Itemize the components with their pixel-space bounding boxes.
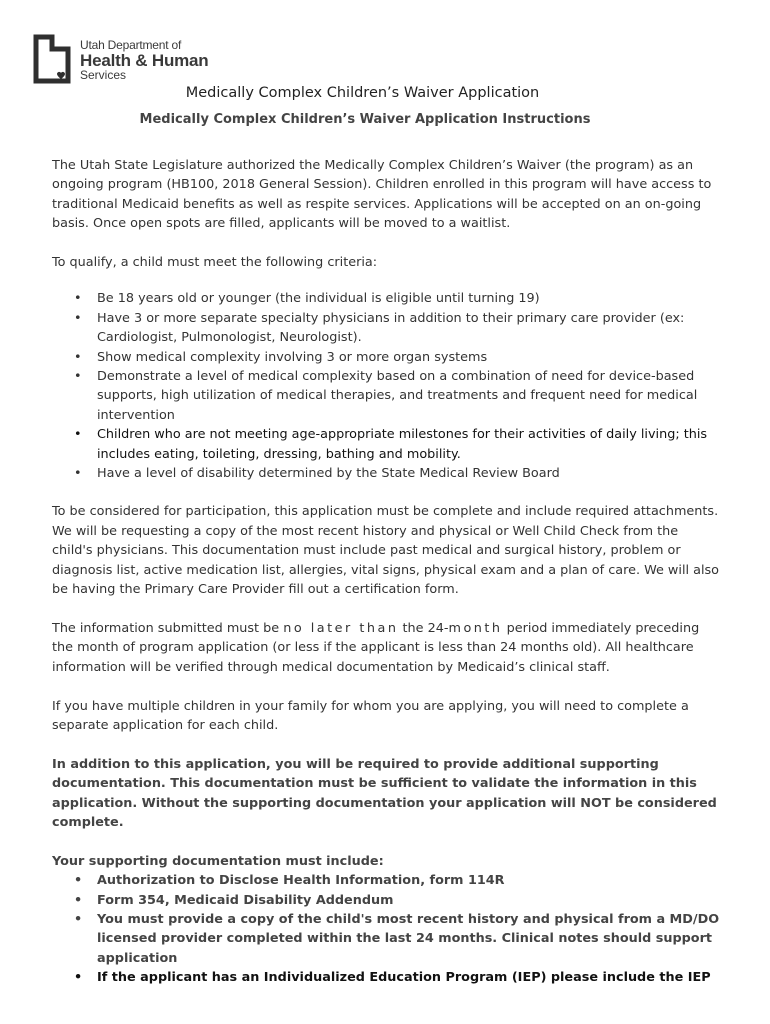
org-name-line1: Utah Department of xyxy=(80,38,182,52)
criteria-list xyxy=(52,289,720,483)
page-title: Medically Complex Children’s Waiver Application xyxy=(185,85,540,101)
list-item: • You must provide a copy of the child's most recent history and physical from a MD/DO licensed provider completed within the last 24 months. Clinical notes should support application xyxy=(74,911,720,966)
list-item: • Demonstrate a level of medical complexity based on a combination of need for device-based supports, high utilization of medical therapies, and treatments and frequent need for medical intervention xyxy=(74,369,698,423)
documentation-list xyxy=(52,871,720,987)
list-item: • Children who are not meeting age-appropriate milestones for their activities of daily living; this includes eating, toileting, dressing, bathing and mobility. xyxy=(74,427,708,462)
list-item: • Authorization to Disclose Health Information, form 114R xyxy=(74,873,505,889)
timing-paragraph: The information submitted must be no later than the 24-month period immediately preceding the month of program application (or less if the applicant is less than 24 months old). All healthcare information will be verified through medical documentation by Medicaid’s clinical staff. xyxy=(52,620,700,675)
list-item: • If the applicant has an Individualized Education Program (IEP) please include the IEP xyxy=(74,970,711,986)
list-item: • Show medical complexity involving 3 or more organ systems xyxy=(74,349,488,365)
supporting-notice: In addition to this application, you will be required to provide additional supporting documentation. This documentation must be sufficient to validate the information in this application. Without the supporting documentation your application will NOT be considered complete. xyxy=(52,756,717,830)
org-name-line2: Health & Human xyxy=(80,51,209,70)
list-item: • Be 18 years old or younger (the individual is eligible until turning 19) xyxy=(74,291,540,307)
list-item: • Form 354, Medicaid Disability Addendum xyxy=(74,892,394,908)
list-item: • Have a level of disability determined by the State Medical Review Board xyxy=(74,466,560,482)
participation-paragraph: To be considered for participation, this application must be complete and include required attachments. We will be requesting a copy of the most recent history and physical or Well Child Check from the child's physicians. This documentation must include past medical and surgical history, problem or diagnosis list, active medication list, allergies, vital signs, physical exam and a plan of care. We will also be having the Primary Care Provider fill out a certification form. xyxy=(52,504,720,598)
multiple-children-paragraph: If you have multiple children in your family for whom you are applying, you will need to complete a separate application for each child. xyxy=(52,698,689,733)
intro-paragraph: The Utah State Legislature authorized the Medically Complex Children’s Waiver (the program) as an ongoing program (HB100, 2018 General Session). Children enrolled in this program will have access to traditional Medicaid benefits as well as respite services. Applications will be accepted on an on-going basis. Once open spots are filled, applicants will be moved to a waitlist. xyxy=(52,158,712,232)
utah-state-icon xyxy=(32,33,74,85)
page-subtitle: Medically Complex Children’s Waiver Application Instructions xyxy=(139,112,591,127)
instructions-body xyxy=(52,156,720,988)
list-item: • Have 3 or more separate specialty physicians in addition to their primary care provider (ex: Cardiologist, Pulmonologist, Neurologist). xyxy=(74,310,685,346)
org-name-line3: Services xyxy=(80,68,127,82)
docs-intro: Your supporting documentation must include: xyxy=(52,853,384,869)
criteria-intro: To qualify, a child must meet the following criteria: xyxy=(52,255,378,271)
org-logo xyxy=(32,33,232,88)
